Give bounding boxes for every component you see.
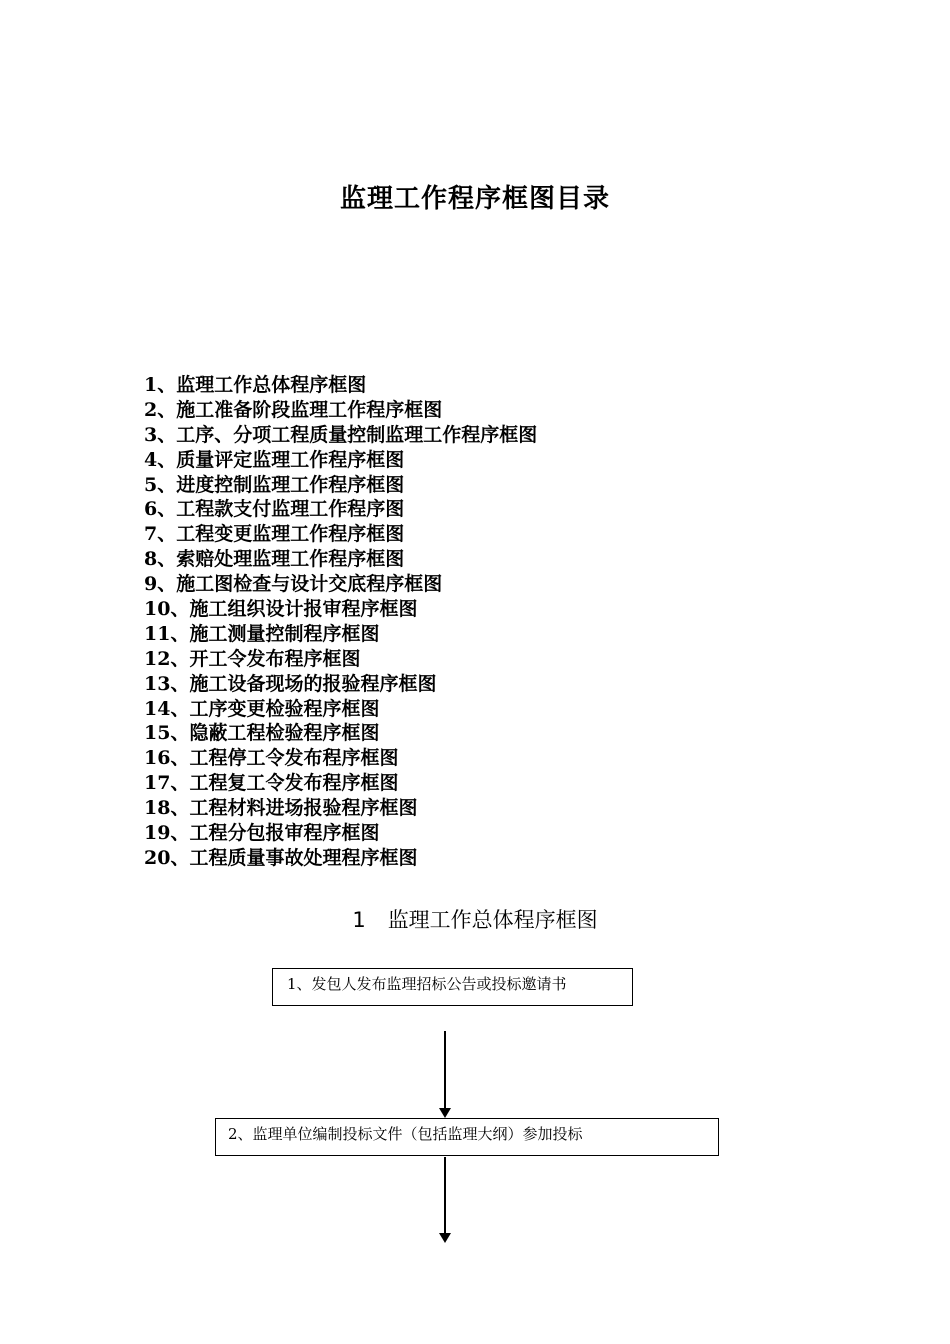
toc-item: 9、施工图检查与设计交底程序框图 — [144, 573, 443, 596]
toc-item: 14、工序变更检验程序框图 — [144, 697, 380, 720]
toc-item: 17、工程复工令发布程序框图 — [144, 772, 399, 795]
section-number: 1 — [352, 908, 366, 932]
toc-item: 7、工程变更监理工作程序框图 — [144, 523, 405, 546]
flow-step-box — [215, 1118, 719, 1156]
arrow-head-icon — [439, 1233, 451, 1243]
toc-item: 6、工程款支付监理工作程序图 — [144, 498, 405, 521]
toc-item: 19、工程分包报审程序框图 — [144, 822, 380, 845]
toc-item: 10、施工组织设计报审程序框图 — [144, 598, 418, 621]
flow-arrow-down — [439, 1031, 451, 1118]
toc-item: 2、施工准备阶段监理工作程序框图 — [144, 398, 443, 421]
arrow-head-icon — [439, 1108, 451, 1118]
toc-item: 1、监理工作总体程序框图 — [144, 374, 367, 396]
flow-step-label: 2、监理单位编制投标文件（包括监理大纲）参加投标 — [228, 1125, 583, 1143]
toc-item: 12、开工令发布程序框图 — [144, 647, 361, 670]
toc-item: 11、施工测量控制程序框图 — [144, 622, 380, 645]
toc-item: 5、进度控制监理工作程序框图 — [144, 473, 405, 496]
flow-step-box — [272, 968, 633, 1006]
toc-item: 20、工程质量事故处理程序框图 — [144, 846, 418, 869]
toc-item: 13、施工设备现场的报验程序框图 — [144, 672, 437, 695]
flow-step-label: 1、发包人发布监理招标公告或投标邀请书 — [287, 975, 567, 993]
arrow-shaft — [444, 1031, 446, 1109]
document-title: 监理工作程序框图目录 — [339, 184, 610, 214]
table-of-contents — [144, 373, 537, 871]
toc-item: 16、工程停工令发布程序框图 — [144, 747, 399, 770]
arrow-shaft — [444, 1157, 446, 1234]
section-title: 监理工作总体程序框图 — [387, 908, 598, 932]
toc-item: 3、工序、分项工程质量控制监理工作程序框图 — [144, 423, 538, 446]
flow-arrow-down — [439, 1157, 451, 1243]
toc-item: 15、隐蔽工程检验程序框图 — [144, 722, 380, 745]
section-heading — [0, 904, 950, 934]
toc-item: 4、质量评定监理工作程序框图 — [144, 448, 405, 471]
toc-item: 8、索赔处理监理工作程序框图 — [144, 548, 405, 571]
toc-item: 18、工程材料进场报验程序框图 — [144, 797, 418, 820]
